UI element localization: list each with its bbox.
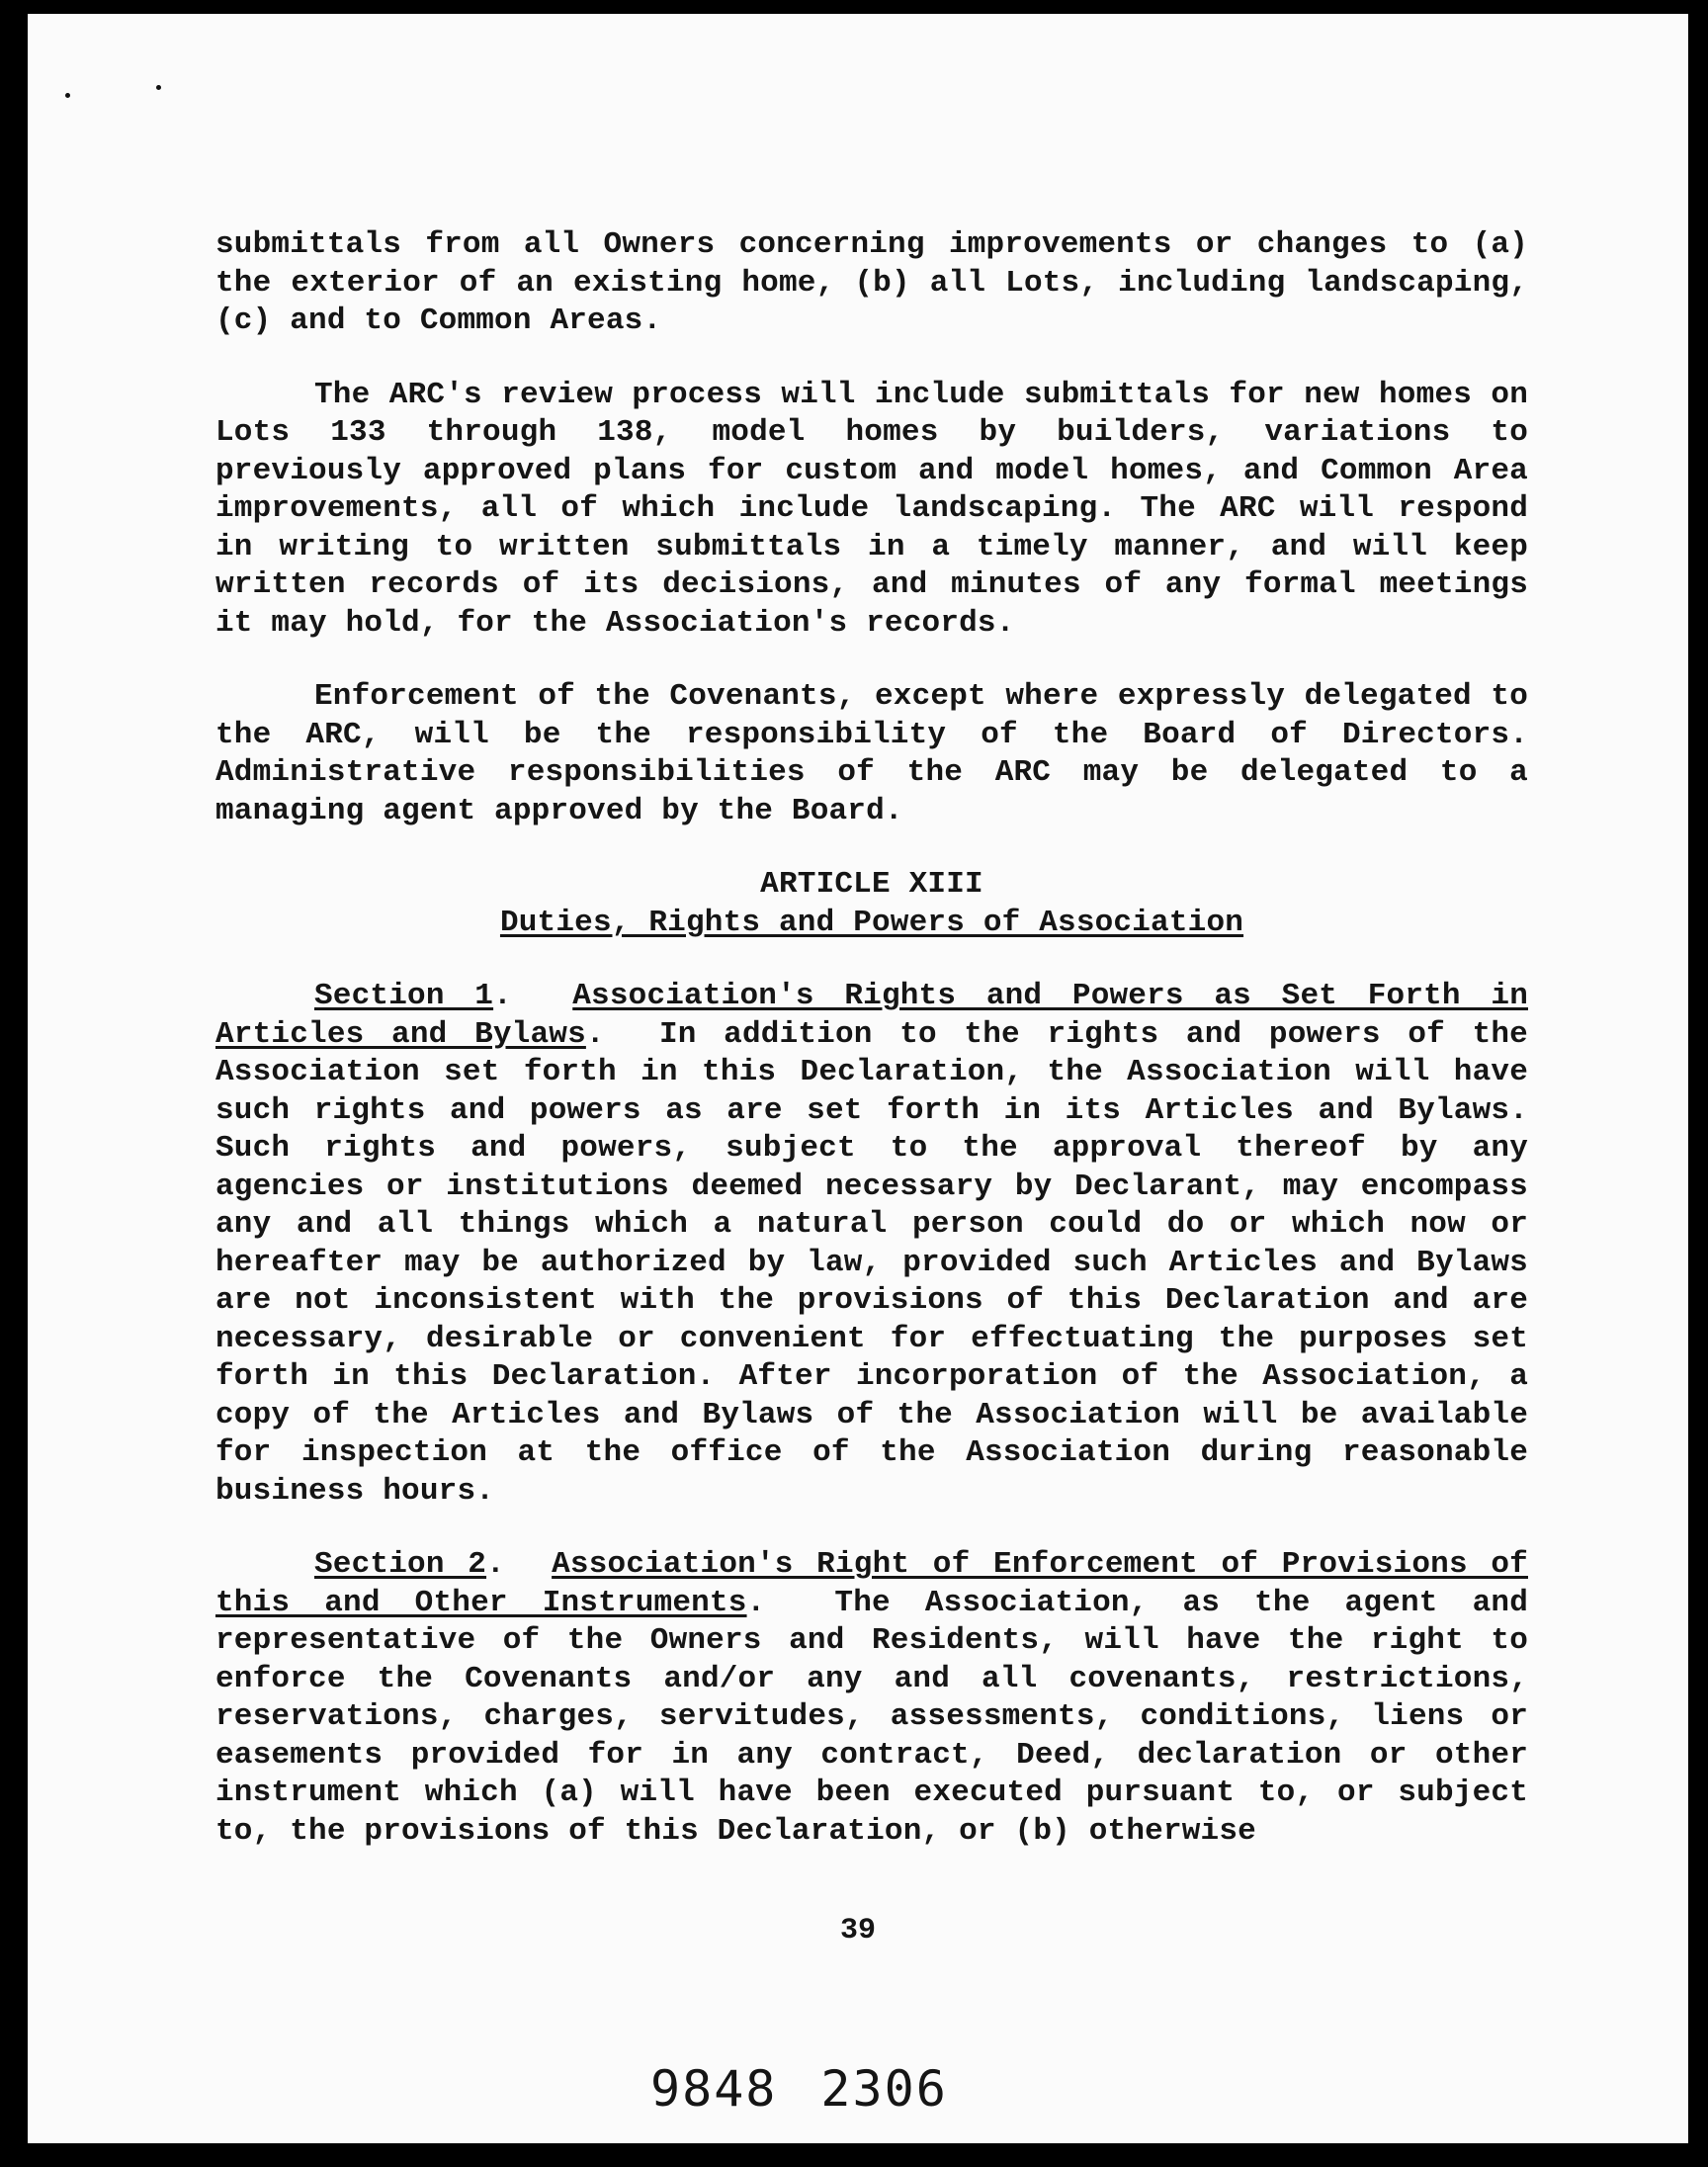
- paragraph-arc-review-process: The ARC's review process will include submittals for new homes on Lots 133 through 138, model homes by builders, variations to previously approved plans for custom and model homes, and Common Area improvements, all of which include landscaping. The ARC will respond in writing to written submittals in a timely manner, and will keep written records of its decisions, and minutes of any formal meetings it may hold, for the Association's records.: [215, 377, 1528, 641]
- document-body: [215, 226, 1528, 1851]
- stamp-left: 9848: [650, 2060, 778, 2118]
- section-2-title: Association's Right of Enforcement of Provisions of this and Other Instruments: [215, 1547, 1528, 1620]
- paragraph-arc-submittals: submittals from all Owners concerning improvements or changes to (a) the exterior of an existing home, (b) all Lots, including landscaping, (c) and to Common Areas.: [215, 227, 1528, 338]
- page-number: 39: [839, 1914, 876, 1948]
- document-page: [28, 14, 1688, 2143]
- section-2-label: Section 2: [314, 1547, 487, 1582]
- paragraph-enforcement: Enforcement of the Covenants, except where expressly delegated to the ARC, will be the responsibility of the Board of Directors. Administrative responsibilities of the ARC may be delegated to a managing agent approved by the Board.: [215, 679, 1528, 828]
- section-2: Section 2. Association's Right of Enforcement of Provisions of this and Other Instruments. The Association, as the agent and representative of the Owners and Residents, will have the right to enforce the Covenants and/or any and all covenants, restrictions, reservations, charges, servitudes, assessments, conditions, liens or easements provided for in any contract, Deed, declaration or other instrument which (a) will have been executed pursuant to, or subject to, the provisions of this Declaration, or (b) otherwise: [215, 1547, 1528, 1849]
- stamp-right: 2306: [820, 2060, 948, 2118]
- article-heading: ARTICLE XIII: [760, 867, 983, 902]
- section-1-title: Association's Rights and Powers as Set Forth in Articles and Bylaws: [215, 979, 1528, 1052]
- document-id-stamp: [650, 2060, 948, 2118]
- section-1-body: In addition to the rights and powers of the Association set forth in this Declaration, the Association will have such rights and powers as are set forth in its Articles and Bylaws. Such rights and powers, subject to the approval thereof by any agencies or institutions deemed necessary by Declarant, may encompass any and all things which a natural person could do or which now or hereafter may be authorized by law, provided such Articles and Bylaws are not inconsistent with the provisions of this Declaration and are necessary, desirable or convenient for effectuating the purposes set forth in this Declaration. After incorporation of the Association, a copy of the Articles and Bylaws of the Association will be available for inspection at the office of the Association during reasonable business hours.: [215, 1016, 1528, 1509]
- scan-speck: [65, 93, 70, 98]
- section-1: Section 1. Association's Rights and Powers as Set Forth in Articles and Bylaws. In addition to the rights and powers of the Association set forth in this Declaration, the Association will have such rights and powers as are set forth in its Articles and Bylaws. Such rights and powers, subject to the approval thereof by any agencies or institutions deemed necessary by Declarant, may encompass any and all things which a natural person could do or which now or hereafter may be authorized by law, provided such Articles and Bylaws are not inconsistent with the provisions of this Declaration and are necessary, desirable or convenient for effectuating the purposes set forth in this Declaration. After incorporation of the Association, a copy of the Articles and Bylaws of the Association will be available for inspection at the office of the Association during reasonable business hours.: [215, 979, 1528, 1509]
- section-1-label: Section 1: [314, 979, 494, 1013]
- article-subheading: Duties, Rights and Powers of Association: [499, 905, 1244, 940]
- scan-speck: [156, 85, 161, 90]
- section-2-body: The Association, as the agent and representative of the Owners and Residents, will have the right to enforce the Covenants and/or any and all covenants, restrictions, reservations, charges, servitudes, assessments, conditions, liens or easements provided for in any contract, Deed, declaration or other instrument which (a) will have been executed pursuant to, or subject to, the provisions of this Declaration, or (b) otherwise: [215, 1585, 1528, 1849]
